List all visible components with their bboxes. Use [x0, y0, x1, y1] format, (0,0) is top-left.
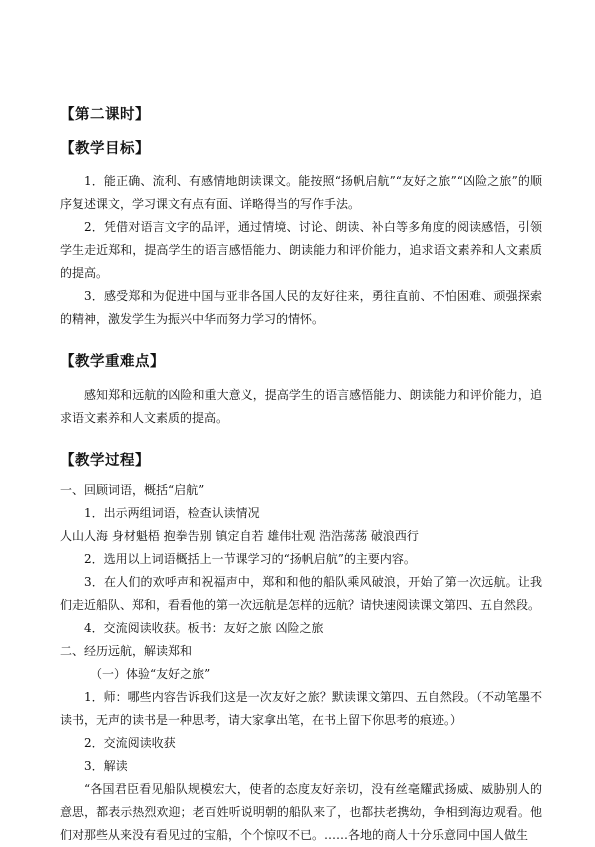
key-points-text: 感知郑和远航的凶险和重大意义，提高学生的语言感悟能力、朗读能力和评价能力，追求语文素养和人文素质的提高。: [60, 388, 542, 425]
process-heading: 【教学过程】: [60, 453, 150, 469]
part1-words: 人山人海 身材魁梧 抱拳告别 镇定自若 雄伟壮观 浩浩荡荡 破浪西行: [60, 529, 419, 543]
objectives-heading: 【教学目标】: [60, 141, 150, 157]
part2-step3: 3．解读: [84, 759, 128, 773]
objective-1: 1．能正确、流利、有感情地朗读课文。能按照“扬帆启航”“友好之旅”“凶险之旅”的顺序复述课文，学习课文有点有面、详略得当的写作手法。: [60, 174, 542, 211]
part2-step1: 1．师：哪些内容告诉我们这是一次友好之旅？默读课文第四、五自然段。（不动笔墨不读书，无声的读书是一种思考，请大家拿出笔，在书上留下你思考的痕迹。）: [60, 690, 542, 727]
objective-2: 2．凭借对语言文字的品评，通过情境、讨论、朗读、补白等多角度的阅读感悟，引领学生走近郑和，提高学生的语言感悟能力、朗读能力和评价能力，追求语文素养和人文素质的提高。: [60, 220, 542, 280]
part1-step1: 1．出示两组词语，检查认读情况: [84, 506, 260, 520]
objective-3: 3．感受郑和为促进中国与亚非各国人民的友好往来，勇往直前、不怕困难、顽强探索的精神，激发学生为振兴中华而努力学习的情怀。: [60, 289, 542, 326]
part2-subtitle: （一）体验“友好之旅”: [90, 667, 211, 681]
key-points-heading: 【教学重难点】: [60, 354, 165, 370]
part1-step4: 4．交流阅读收获。板书：友好之旅 凶险之旅: [84, 621, 324, 635]
part2-step2: 2．交流阅读收获: [84, 736, 176, 750]
part1-step3: 3．在人们的欢呼声和祝福声中，郑和和他的船队乘风破浪，开始了第一次远航。让我们走近船队、郑和，看看他的第一次远航是怎样的远航？请快速阅读课文第四、五自然段。: [60, 575, 542, 612]
part1-title: 一、回顾词语，概括“启航”: [60, 483, 205, 497]
lesson-heading: 【第二课时】: [60, 107, 150, 123]
part1-step2: 2．选用以上词语概括上一节课学习的“扬帆启航”的主要内容。: [84, 552, 416, 566]
part2-quote: “各国君臣看见船队规模宏大，使者的态度友好亲切，没有丝毫耀武扬威、威胁别人的意思，都表示热烈欢迎；老百姓听说明朝的船队来了，也都扶老携幼，争相到海边观看。他们对那些从来没有看见过的宝船，个个惊叹不已。……各地的商人十分乐意同中国人做生: [60, 782, 542, 842]
part2-title: 二、经历远航，解读郑和: [60, 644, 193, 658]
